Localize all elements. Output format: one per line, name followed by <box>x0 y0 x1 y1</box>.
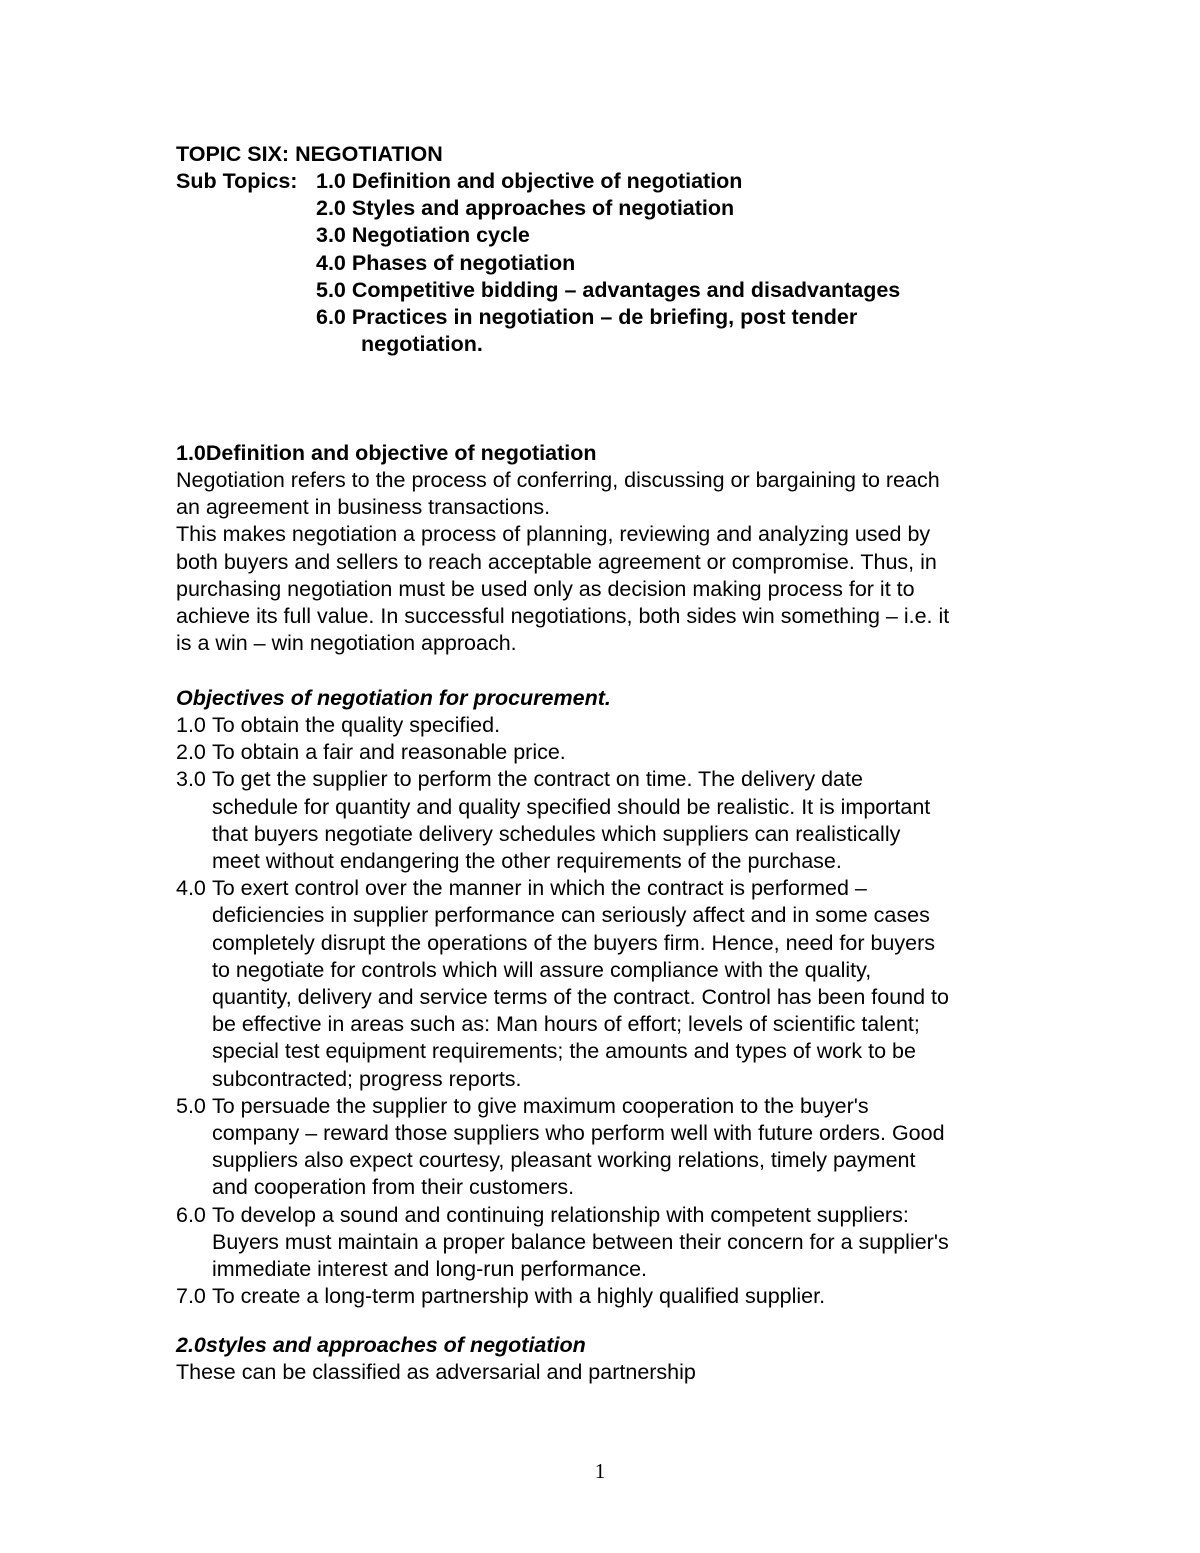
objective-item <box>176 739 1056 766</box>
objective-line: quantity, delivery and service terms of the contract. Control has been found to <box>212 985 949 1010</box>
section2-heading <box>176 1332 1056 1359</box>
objectives-heading-text: Objectives of negotiation for procurement. <box>176 686 611 710</box>
paragraph-line: an agreement in business transactions. <box>176 495 551 520</box>
objective-item <box>176 1093 1056 1202</box>
objective-line: To obtain a fair and reasonable price. <box>212 740 566 765</box>
objective-line: and cooperation from their customers. <box>212 1175 575 1200</box>
subtopic-row <box>176 195 1056 222</box>
paragraph-line: Negotiation refers to the process of conferring, discussing or bargaining to reach <box>176 468 940 492</box>
objective-line: To create a long-term partnership with a highly qualified supplier. <box>212 1284 826 1309</box>
paragraph-line: both buyers and sellers to reach acceptable agreement or compromise. Thus, in <box>176 549 937 574</box>
objective-line: To exert control over the manner in which the contract is performed – <box>212 876 867 901</box>
objective-line: special test equipment requirements; the amounts and types of work to be <box>212 1039 916 1064</box>
objective-line: be effective in areas such as: Man hours of effort; levels of scientific talent; <box>212 1012 920 1037</box>
objective-line: completely disrupt the operations of the buyers firm. Hence, need for buyers <box>212 930 936 955</box>
subtopic-item: 3.0 Negotiation cycle <box>316 223 530 248</box>
paragraph-line: achieve its full value. In successful negotiations, both sides win something – i.e. it <box>176 604 950 629</box>
objective-number: 1.0 <box>176 713 206 737</box>
objective-number: 7.0 <box>176 1284 206 1309</box>
objective-line: To obtain the quality specified. <box>212 713 501 737</box>
subtopic-row <box>176 277 1056 304</box>
section1-heading-text: 1.0Definition and objective of negotiation <box>176 441 597 465</box>
objective-number: 4.0 <box>176 876 206 901</box>
paragraph-line: This makes negotiation a process of planning, reviewing and analyzing used by <box>176 522 931 547</box>
subtopic-row <box>176 250 1056 277</box>
page-number: 1 <box>594 1459 606 1483</box>
section1-body <box>176 467 1056 657</box>
subtopic-item: 6.0 Practices in negotiation – de briefing, post tender <box>316 305 858 330</box>
objective-line: Buyers must maintain a proper balance between their concern for a supplier's <box>212 1229 949 1254</box>
topic-title <box>176 141 1056 168</box>
objective-line: meet without endangering the other requirements of the purchase. <box>212 849 842 874</box>
topic-title-text: TOPIC SIX: NEGOTIATION <box>176 142 443 166</box>
subtopic-item: 1.0 Definition and objective of negotiation <box>316 169 743 193</box>
objective-item <box>176 1202 1056 1284</box>
subtopics-list <box>176 168 1056 358</box>
section2-body <box>176 1359 1056 1386</box>
objective-number: 5.0 <box>176 1093 206 1118</box>
objective-line: To persuade the supplier to give maximum cooperation to the buyer's <box>212 1093 869 1118</box>
section2-heading-text: 2.0styles and approaches of negotiation <box>176 1333 586 1357</box>
paragraph-line: is a win – win negotiation approach. <box>176 631 517 656</box>
section1-heading <box>176 440 1056 467</box>
subtopic-row <box>176 304 1056 331</box>
objective-number: 6.0 <box>176 1202 206 1227</box>
objectives-list <box>176 712 1056 1310</box>
objective-line: immediate interest and long-run performance. <box>212 1257 647 1282</box>
objective-line: that buyers negotiate delivery schedules which suppliers can realistically <box>212 821 901 846</box>
objective-line: To get the supplier to perform the contract on time. The delivery date <box>212 767 863 792</box>
subtopic-row <box>176 331 1056 358</box>
objective-item <box>176 766 1056 875</box>
subtopic-item: 5.0 Competitive bidding – advantages and disadvantages <box>316 277 901 302</box>
objective-number: 2.0 <box>176 740 206 765</box>
subtopic-continuation: negotiation. <box>361 332 483 357</box>
paragraph-line: purchasing negotiation must be used only as decision making process for it to <box>176 576 915 601</box>
objective-line: To develop a sound and continuing relationship with competent suppliers: <box>212 1202 909 1227</box>
subtopic-row <box>176 168 1056 195</box>
subtopics-label: Sub Topics: <box>176 169 298 193</box>
objective-line: deficiencies in supplier performance can seriously affect and in some cases <box>212 903 930 928</box>
objective-line: to negotiate for controls which will assure compliance with the quality, <box>212 957 872 982</box>
subtopic-item: 2.0 Styles and approaches of negotiation <box>316 196 735 221</box>
objective-item <box>176 1283 1056 1310</box>
subtopic-item: 4.0 Phases of negotiation <box>316 250 576 275</box>
objective-line: subcontracted; progress reports. <box>212 1066 522 1091</box>
objective-item <box>176 875 1056 1093</box>
objective-item <box>176 712 1056 739</box>
objectives-heading <box>176 685 1056 712</box>
objective-line: suppliers also expect courtesy, pleasant working relations, timely payment <box>212 1148 916 1173</box>
subtopic-row <box>176 222 1056 249</box>
objective-line: company – reward those suppliers who perform well with future orders. Good <box>212 1121 945 1146</box>
paragraph-line: These can be classified as adversarial and partnership <box>176 1360 696 1384</box>
objective-line: schedule for quantity and quality specified should be realistic. It is important <box>212 794 931 819</box>
objective-number: 3.0 <box>176 767 206 792</box>
